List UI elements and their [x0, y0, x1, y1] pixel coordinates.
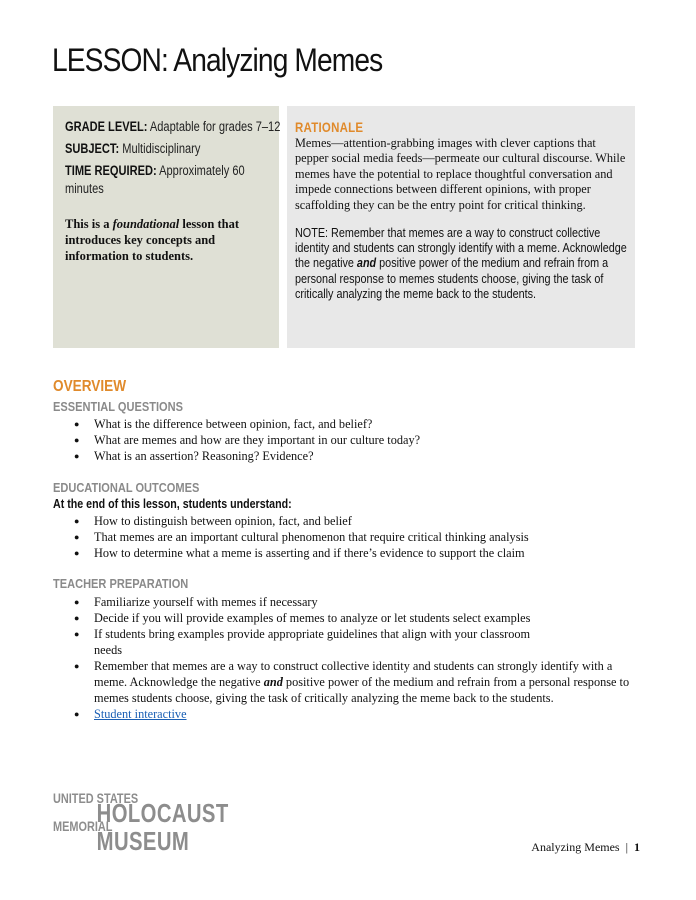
list-item: ● What are memes and how are they important in our culture today? — [74, 432, 420, 448]
subject — [65, 140, 231, 158]
time-required-label: TIME REQUIRED: — [65, 163, 157, 178]
prep-text-start: Remember that memes are a way to construct collective identity and students can strongly identify with a meme. Acknowledge the negative — [94, 659, 613, 689]
list-item: ● What is an assertion? Reasoning? Evidence? — [74, 448, 420, 464]
list-item: ● What is the difference between opinion, fact, and belief? — [74, 416, 420, 432]
essential-questions-list — [74, 416, 420, 464]
educational-outcomes-heading: EDUCATIONAL OUTCOMES — [53, 480, 200, 495]
subject-value: Multidisciplinary — [122, 141, 201, 156]
prep-emphasis: and — [263, 675, 283, 689]
rationale-note — [295, 225, 633, 301]
logo-line-holocaust: HOLOCAUST — [96, 798, 229, 828]
foundational-note — [65, 216, 267, 264]
note-text-end: positive power of the medium and refrain from a personal response to memes students choose, giving the task of critically analyzing the meme back to the students. — [295, 255, 609, 301]
logo-line-memorial: MEMORIAL — [53, 818, 113, 834]
grade-level-value: Adaptable for grades 7–12 — [149, 119, 281, 134]
page-number: 1 — [634, 840, 640, 854]
foundational-text-start: This is a — [65, 217, 113, 231]
list-item: ● Familiarize yourself with memes if necessary — [74, 594, 646, 610]
rationale-body: Memes—attention-grabbing images with clever captions that pepper social media feeds—permeate our cultural discourse. While memes have the potential to replace thoughtful conversation and impede connections between different opinions, with proper scaffolding they can be the entry point for critical thinking. — [295, 136, 626, 212]
teacher-preparation-list — [74, 594, 646, 722]
logo-line-museum: MUSEUM — [96, 826, 190, 856]
time-required — [65, 162, 270, 198]
page-footer — [531, 840, 640, 855]
prep-text-end: positive power of the medium and refrain from a personal response to memes students choose, giving the task of critically analyzing the meme back to the students. — [94, 675, 630, 705]
logo-line-united-states: UNITED STATES — [53, 790, 139, 806]
grade-level-label: GRADE LEVEL: — [65, 119, 148, 134]
list-item — [74, 658, 646, 706]
list-item: ● How to determine what a meme is asserting and if there’s evidence to support the claim — [74, 545, 529, 561]
footer-title: Analyzing Memes — [531, 840, 620, 854]
list-item: ● That memes are an important cultural phenomenon that require critical thinking analysis — [74, 529, 529, 545]
rationale-heading: RATIONALE — [295, 119, 364, 135]
overview-heading: OVERVIEW — [53, 378, 127, 395]
essential-questions-heading: ESSENTIAL QUESTIONS — [53, 399, 183, 414]
list-item: ● Decide if you will provide examples of memes to analyze or let students select examples — [74, 610, 646, 626]
page-title: LESSON: Analyzing Memes — [52, 42, 383, 78]
outcomes-intro: At the end of this lesson, students understand: — [53, 496, 292, 511]
foundational-emphasis: foundational — [112, 217, 180, 231]
rationale-box — [287, 106, 635, 348]
note-emphasis: and — [356, 255, 377, 271]
time-required-value: Approximately 60 minutes — [65, 163, 245, 196]
foundational-text-end: lesson that introduces key concepts and information to students. — [65, 217, 240, 263]
lesson-info-box — [53, 106, 279, 348]
list-item: ● How to distinguish between opinion, fact, and belief — [74, 513, 529, 529]
student-interactive-link[interactable]: Student interactive — [94, 707, 187, 721]
note-text-start: NOTE: Remember that memes are a way to construct collective identity and students can strongly identify with a meme. Acknowledge the negative — [295, 225, 627, 271]
subject-label: SUBJECT: — [65, 141, 120, 156]
grade-level — [65, 118, 281, 136]
footer-separator: | — [625, 840, 628, 854]
educational-outcomes-list — [74, 513, 529, 561]
list-item: ● If students bring examples provide appropriate guidelines that align with your classroom needs — [74, 626, 534, 658]
teacher-preparation-heading: TEACHER PREPARATION — [53, 576, 189, 591]
list-item — [74, 706, 646, 722]
